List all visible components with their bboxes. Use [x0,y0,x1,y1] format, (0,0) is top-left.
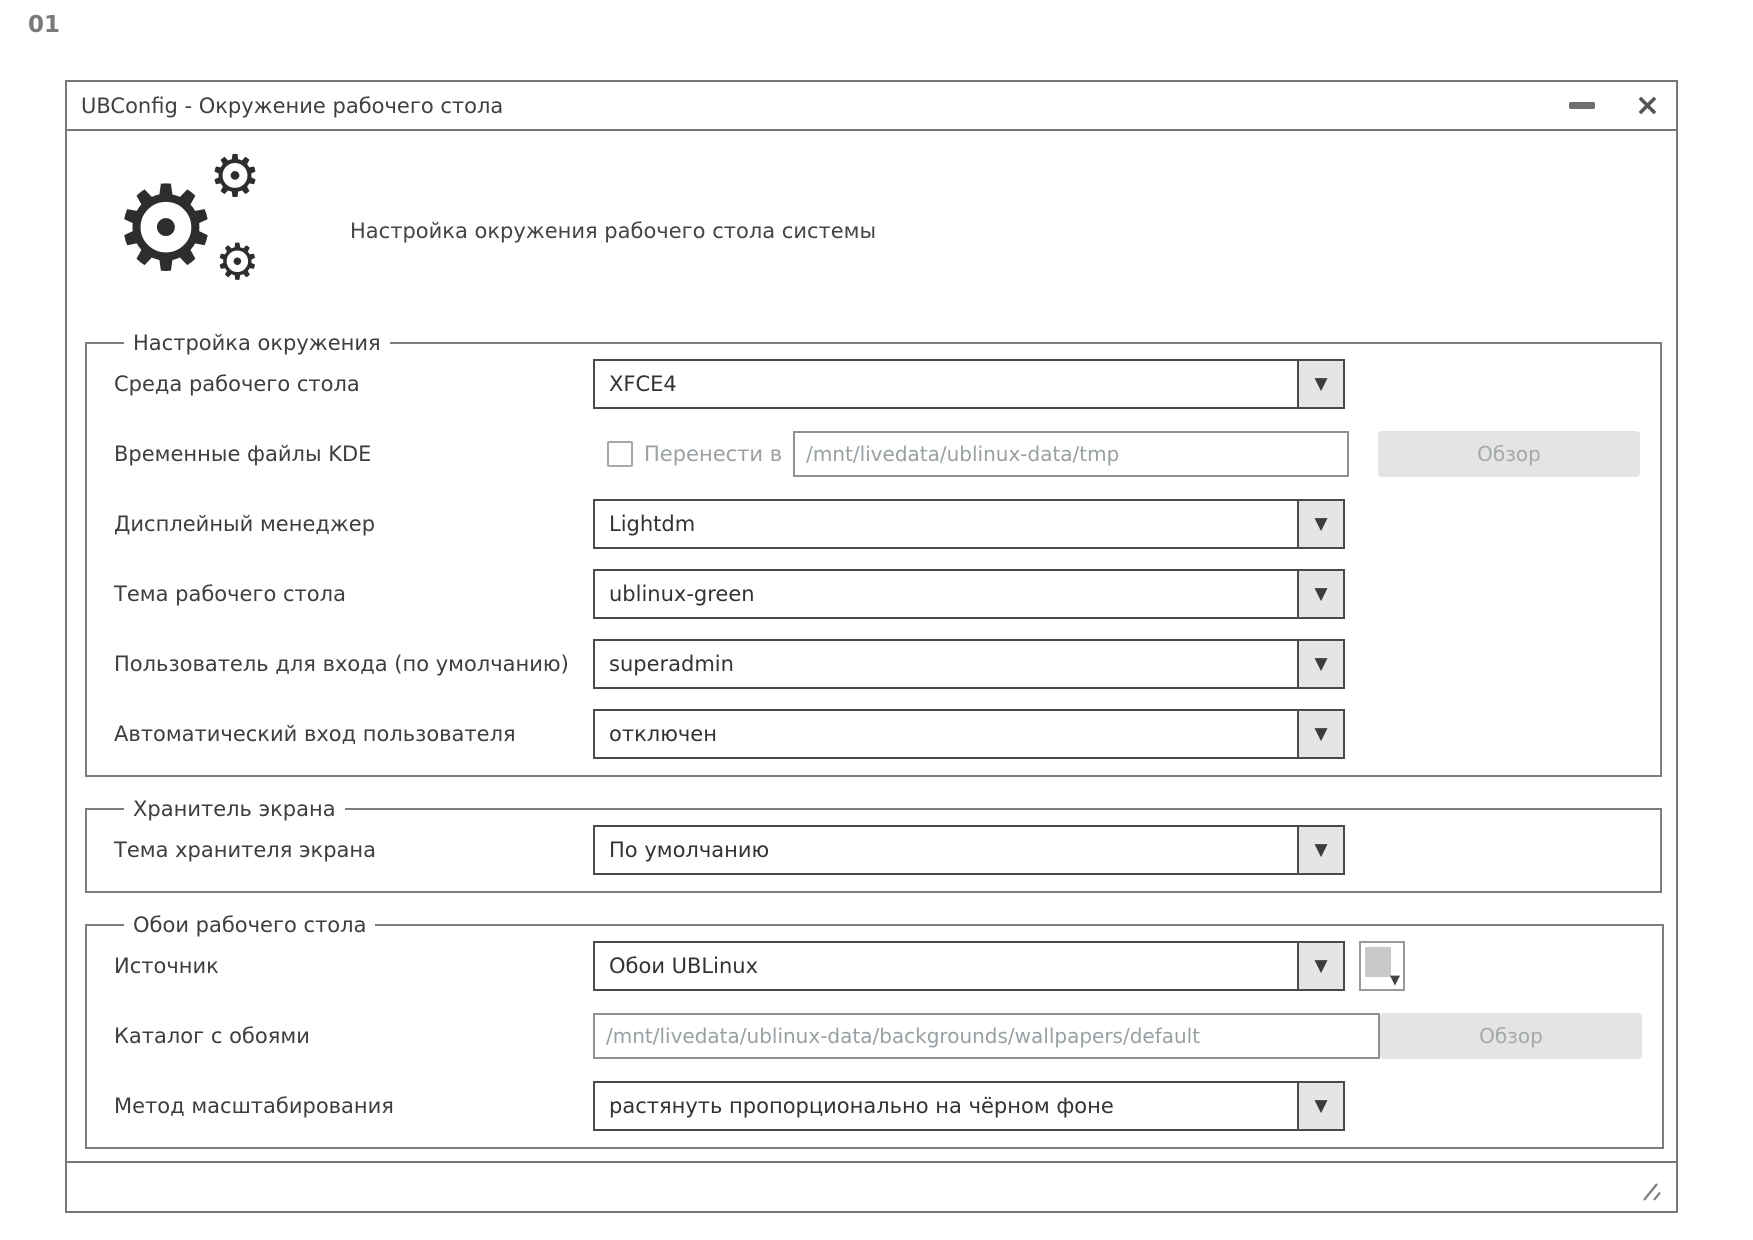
screensaver-theme-dropdown[interactable] [593,825,1345,875]
wallpaper-directory-label: Каталог с обоями [114,1024,310,1048]
statusbar [67,1161,1676,1211]
display-manager-value: Lightdm [609,512,696,536]
chevron-down-icon[interactable]: ▼ [1297,641,1343,687]
display-manager-dropdown[interactable] [593,499,1345,549]
wallpaper-source-label: Источник [114,954,219,978]
wallpaper-directory-input[interactable]: /mnt/livedata/ublinux-data/backgrounds/wallpapers/default [593,1013,1380,1059]
wallpaper-directory-browse-button[interactable]: Обзор [1380,1013,1642,1059]
group-screensaver-title: Хранитель экрана [133,797,336,821]
row-scaling-method [114,1081,1642,1131]
chevron-down-icon[interactable]: ▼ [1297,501,1343,547]
header [67,131,1676,331]
desktop-theme-dropdown[interactable] [593,569,1345,619]
desktop-environment-label: Среда рабочего стола [114,372,360,396]
gear-large-icon: ⚙ [113,159,219,297]
wallpaper-source-dropdown[interactable] [593,941,1345,991]
scaling-method-dropdown[interactable] [593,1081,1345,1131]
group-wallpaper-title: Обои рабочего стола [133,913,367,937]
login-user-dropdown[interactable] [593,639,1345,689]
scaling-method-value: растянуть пропорционально на чёрном фоне [609,1094,1114,1118]
ubconfig-window [65,80,1678,1213]
wallpaper-source-value: Обои UBLinux [609,954,759,978]
chevron-down-icon[interactable]: ▼ [1297,711,1343,757]
gears-icon [113,142,288,311]
titlebar[interactable] [67,82,1676,131]
group-environment-title: Настройка окружения [133,331,381,355]
kde-temp-browse-button[interactable]: Обзор [1378,431,1640,477]
desktop-environment-value: XFCE4 [609,372,677,396]
header-description: Настройка окружения рабочего стола системы [350,219,877,243]
row-screensaver-theme [114,825,1640,875]
desktop-environment-dropdown[interactable] [593,359,1345,409]
row-kde-temp-files [114,429,1640,479]
row-wallpaper-directory [114,1011,1642,1061]
kde-temp-files-label: Временные файлы KDE [114,442,372,466]
row-desktop-environment [114,359,1640,409]
row-desktop-theme [114,569,1640,619]
row-auto-login [114,709,1640,759]
login-user-label: Пользователь для входа (по умолчанию) [114,652,569,676]
figure-number: 01 [28,12,61,38]
chevron-down-icon[interactable]: ▼ [1297,571,1343,617]
desktop-theme-value: ublinux-green [609,582,755,606]
wallpaper-preview-picker-button[interactable] [1359,941,1405,991]
close-icon[interactable]: × [1634,87,1660,123]
scaling-method-label: Метод масштабирования [114,1094,394,1118]
group-screensaver [85,797,1662,893]
window-title: UBConfig - Окружение рабочего стола [81,93,504,118]
group-wallpaper [85,913,1664,1149]
screensaver-theme-value: По умолчанию [609,838,770,862]
auto-login-value: отключен [609,722,717,746]
row-wallpaper-source [114,941,1642,991]
gear-small-top-icon: ⚙ [209,142,261,210]
chevron-down-icon[interactable]: ▼ [1297,361,1343,407]
row-display-manager [114,499,1640,549]
desktop-theme-label: Тема рабочего стола [114,582,346,606]
move-to-checkbox[interactable] [607,441,633,467]
auto-login-dropdown[interactable] [593,709,1345,759]
resize-grip-icon[interactable] [1640,1179,1664,1203]
display-manager-label: Дисплейный менеджер [114,512,376,536]
swatch-icon [1365,947,1391,977]
chevron-down-icon[interactable]: ▼ [1297,827,1343,873]
chevron-down-icon[interactable]: ▼ [1297,943,1343,989]
auto-login-label: Автоматический вход пользователя [114,722,516,746]
group-environment [85,331,1662,777]
row-login-user [114,639,1640,689]
chevron-down-icon: ▼ [1390,973,1400,988]
gear-small-bottom-icon: ⚙ [215,233,260,291]
move-to-label: Перенести в [644,442,783,466]
window-content [67,131,1676,1161]
login-user-value: superadmin [609,652,734,676]
minimize-icon[interactable] [1569,102,1595,109]
kde-temp-path-input[interactable]: /mnt/livedata/ublinux-data/tmp [793,431,1349,477]
chevron-down-icon[interactable]: ▼ [1297,1083,1343,1129]
screensaver-theme-label: Тема хранителя экрана [114,838,377,862]
